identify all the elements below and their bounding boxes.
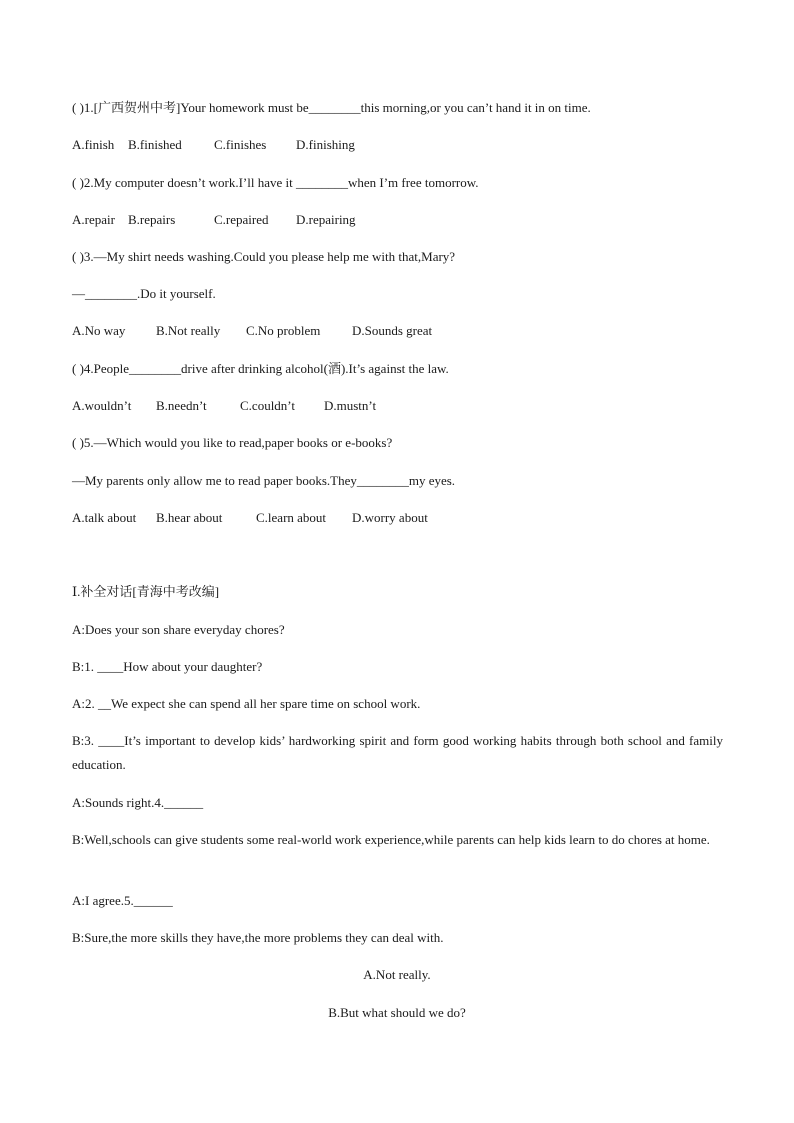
option-d: D.Sounds great [352,323,433,338]
question-3-reply: —________.Do it yourself. [72,286,216,301]
options-2 [72,212,356,228]
dialogue-line: B:3. ____It’s important to develop kids’ hardworking spirit and form good working habits through both school and family education. [72,733,723,772]
question-5-reply: —My parents only allow me to read paper books.They________my eyes. [72,473,456,488]
option-a: A.repair [72,212,115,227]
options-1 [72,137,355,153]
option-d: D.worry about [352,510,428,525]
option-d: D.repairing [296,212,356,227]
option-c: C.couldn’t [240,398,296,413]
answer-paren: ( ) [72,249,84,264]
option-c: C.finishes [214,137,267,152]
dialogue-line: B:Well,schools can give students some real-world work experience,while parents can help kids learn to do chores at home. [72,832,710,847]
option-b: B.needn’t [156,398,207,413]
answer-paren: ( ) [72,175,84,190]
question-stem: 1.[广西贺州中考]Your homework must be________this morning,or you can’t hand it in on time. [83,100,591,115]
dialogue-line: A:Sounds right.4.______ [72,795,204,810]
option-d: D.mustn’t [324,398,377,413]
answer-paren: ( ) [72,100,84,115]
options-3 [72,323,432,339]
option-b: B.Not really [156,323,221,338]
question-4 [72,361,449,377]
option-c: C.learn about [256,510,327,525]
question-stem: 2.My computer doesn’t work.I’ll have it ________when I’m free tomorrow. [83,175,479,190]
option-a: A.No way [72,323,126,338]
dialogue-line: A:Does your son share everyday chores? [72,622,285,637]
dialogue-line: A:2. __We expect she can spend all her spare time on school work. [72,696,421,711]
question-stem: 4.People________drive after drinking alcohol(酒).It’s against the law. [83,361,449,376]
option-a: A.wouldn’t [72,398,132,413]
question-1 [72,100,591,116]
choice-a: A.Not really. [363,967,431,982]
option-c: C.repaired [214,212,269,227]
question-stem: 5.—Which would you like to read,paper books or e-books? [83,435,393,450]
option-b: B.hear about [156,510,223,525]
option-b: B.finished [128,137,182,152]
dialogue-line: A:I agree.5.______ [72,893,173,908]
options-5 [72,510,428,526]
question-stem: 3.—My shirt needs washing.Could you please help me with that,Mary? [83,249,456,264]
option-a: A.finish [72,137,115,152]
options-4 [72,398,376,414]
choice-b: B.But what should we do? [328,1005,466,1020]
dialogue-line: B:1. ____How about your daughter? [72,659,263,674]
question-3 [72,249,455,265]
section-title: Ⅰ.补全对话[青海中考改编] [72,584,220,599]
answer-paren: ( ) [72,361,84,376]
answer-paren: ( ) [72,435,84,450]
dialogue-line: B:Sure,the more skills they have,the more problems they can deal with. [72,930,444,945]
question-2 [72,175,479,191]
option-c: C.No problem [246,323,321,338]
question-5 [72,435,392,451]
option-b: B.repairs [128,212,176,227]
option-a: A.talk about [72,510,137,525]
option-d: D.finishing [296,137,355,152]
